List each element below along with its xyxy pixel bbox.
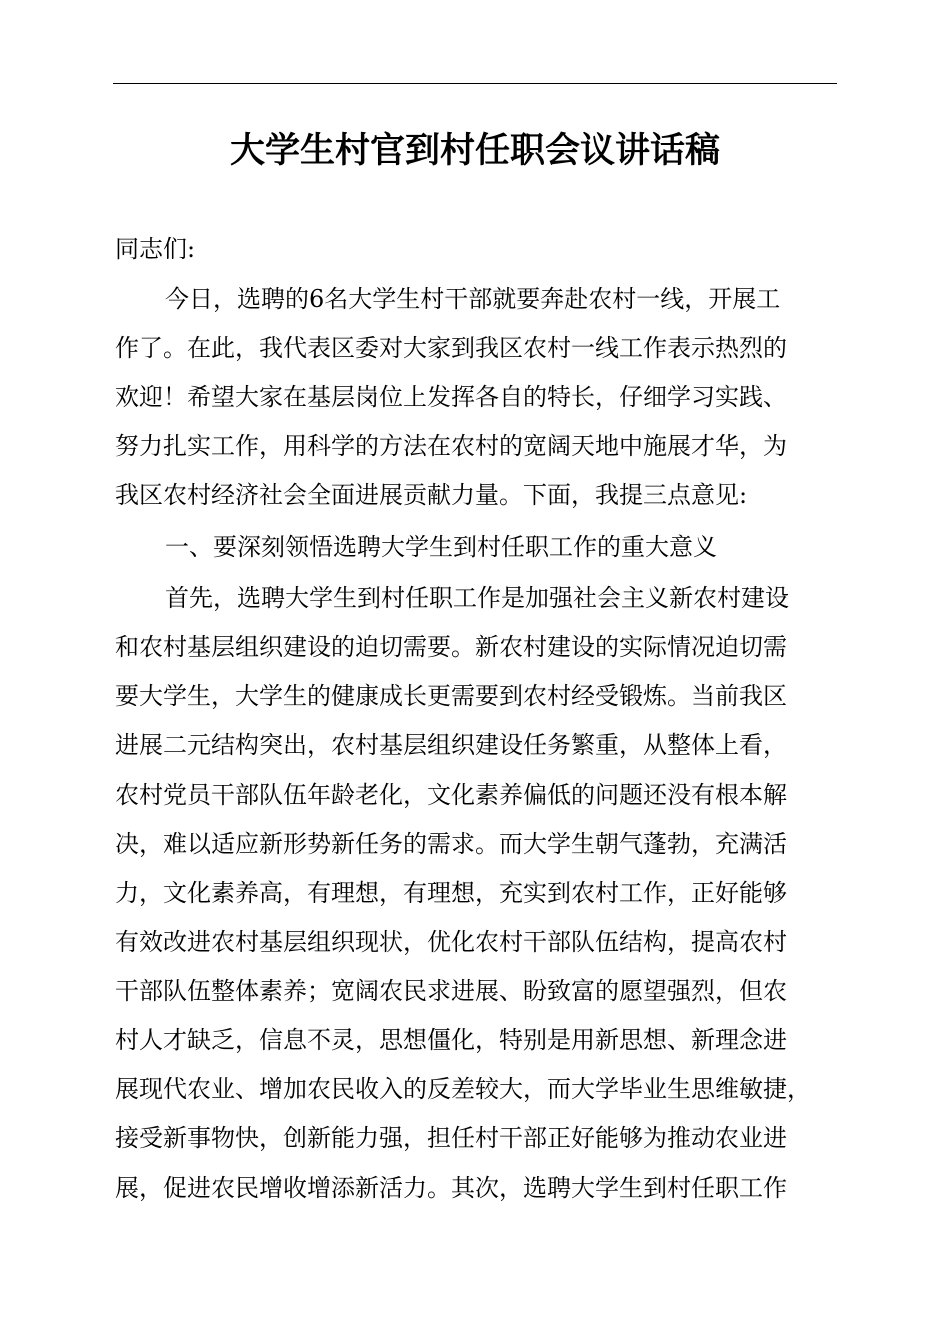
body-line-15: 干部队伍整体素养；宽阔农民求进展、盼致富的愿望强烈，但农: [115, 977, 787, 1005]
body-line-12: 决，难以适应新形势新任务的需求。而大学生朝气蓬勃，充满活: [115, 830, 787, 858]
document-title: 大学生村官到村任职会议讲话稿: [229, 130, 720, 171]
section-heading-1: 一、要深刻领悟选聘大学生到村任职工作的重大意义: [165, 533, 717, 561]
body-line-11: 农村党员干部队伍年龄老化，文化素养偏低的问题还没有根本解: [115, 781, 787, 809]
body-line-5: 我区农村经济社会全面进展贡献力量。下面，我提三点意见:: [115, 481, 748, 509]
body-line-16: 村人才缺乏，信息不灵，思想僵化，特别是用新思想、新理念进: [115, 1026, 787, 1054]
body-line-14: 有效改进农村基层组织现状，优化农村干部队伍结构，提高农村: [115, 928, 787, 956]
body-line-10: 进展二元结构突出，农村基层组织建设任务繁重，从整体上看，: [115, 731, 787, 759]
body-line-4: 努力扎实工作，用科学的方法在农村的宽阔天地中施展才华，为: [115, 432, 787, 460]
body-line-18: 接受新事物快，创新能力强，担任村干部正好能够为推动农业进: [115, 1124, 787, 1152]
body-line-17: 展现代农业、增加农民收入的反差较大，而大学毕业生思维敏捷，: [115, 1075, 811, 1103]
body-line-1: 今日，选聘的6名大学生村干部就要奔赴农村一线，开展工: [165, 285, 781, 313]
header-rule: [113, 83, 837, 84]
body-line-19: 展，促进农民增收增添新活力。其次，选聘大学生到村任职工作: [115, 1174, 787, 1202]
body-line-13: 力，文化素养高，有理想，有理想，充实到农村工作，正好能够: [115, 879, 787, 907]
body-line-8: 和农村基层组织建设的迫切需要。新农村建设的实际情况迫切需: [115, 633, 787, 661]
body-line-3: 欢迎！希望大家在基层岗位上发挥各自的特长，仔细学习实践、: [115, 383, 787, 411]
body-line-2: 作了。在此，我代表区委对大家到我区农村一线工作表示热烈的: [115, 334, 787, 362]
salutation: 同志们:: [115, 235, 196, 263]
body-line-9: 要大学生，大学生的健康成长更需要到农村经受锻炼。当前我区: [115, 682, 787, 710]
body-line-7: 首先，选聘大学生到村任职工作是加强社会主义新农村建设: [165, 584, 789, 612]
